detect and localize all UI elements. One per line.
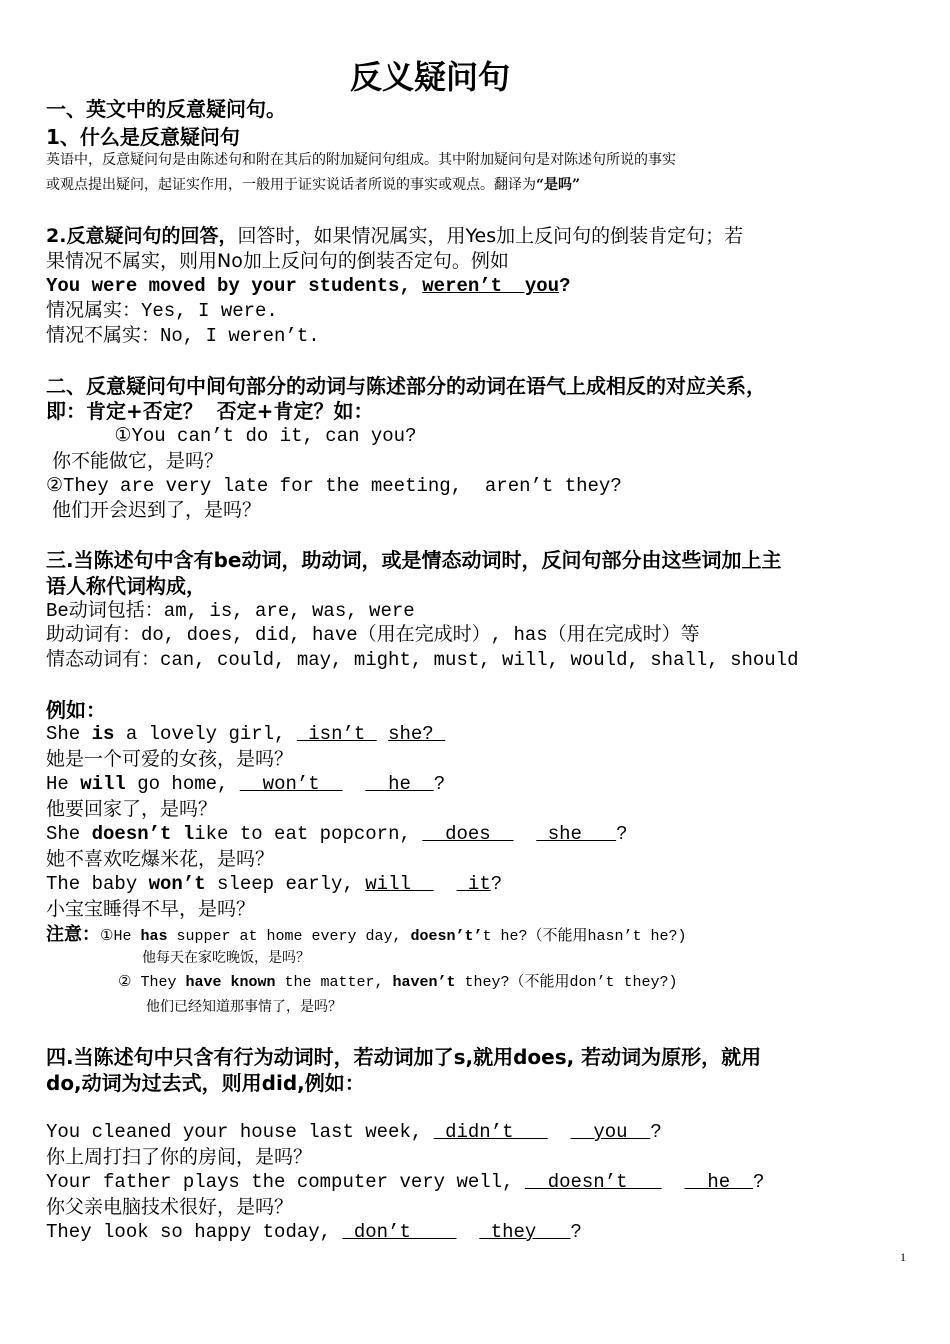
section-3-example-1-translation: 你不能做它，是吗？: [46, 450, 224, 472]
section-2-yes-answer: 情况属实：Yes, I were.: [46, 300, 278, 322]
section-1-subheading: 1、什么是反意疑问句: [46, 125, 240, 149]
section-6-heading-line-1: 四.当陈述句中只含有行为动词时，若动词加了s,就用does, 若动词为原形，就用: [46, 1045, 762, 1069]
section-2-line-2: 果情况不属实，则用No加上反问句的倒装否定句。例如: [46, 250, 509, 272]
section-1-paragraph-line-2: 或观点提出疑问，起证实作用，一般用于证实说话者所说的事实或观点。翻译为“是吗”: [46, 177, 581, 193]
section-2-no-answer: 情况不属实：No, I weren’t.: [46, 325, 320, 347]
example-translation: 她不喜欢吃爆米花，是吗？: [46, 848, 275, 870]
example-translation: 你上周打扫了你的房间，是吗？: [46, 1146, 313, 1168]
note-label: 注意：: [46, 924, 100, 945]
section-2-line-1: 2.反意疑问句的回答，回答时，如果情况属实，用Yes加上反问句的倒装肯定句；若: [46, 225, 744, 247]
section-2-lead: 2.反意疑问句的回答，: [46, 225, 238, 247]
section-3-heading-line-2: 即：肯定+否定？ 否定+肯定？如：: [46, 399, 374, 423]
examples-label: 例如：: [46, 698, 106, 722]
section-2-example: You were moved by your students, weren’t you?: [46, 275, 571, 297]
example-sentence: He will go home, _ won’t _ he ?: [46, 773, 446, 795]
example-sentence: Your father plays the computer very well, doesn’t he ?: [46, 1171, 765, 1193]
section-3-example-2: ②They are very late for the meeting, aren’t they?: [46, 475, 622, 497]
note-1-translation: 他每天在家吃晚饭，是吗？: [142, 950, 310, 966]
section-3-example-1: ①You can’t do it, can you?: [46, 425, 417, 447]
section-4-heading-line-2: 语人称代词构成，: [46, 574, 206, 598]
example-translation: 你父亲电脑技术很好，是吗？: [46, 1196, 294, 1218]
be-verbs-line: Be动词包括：am, is, are, was, were: [46, 600, 415, 622]
page-title: 反义疑问句: [349, 58, 510, 96]
section-3-example-2-translation: 他们开会迟到了，是吗？: [46, 499, 262, 521]
example-translation: 她是一个可爱的女孩，是吗？: [46, 748, 294, 770]
page-number: 1: [900, 1250, 906, 1264]
section-1-heading: 一、英文中的反意疑问句。: [46, 97, 286, 121]
note-2: ② They have known the matter, haven’t they?（不能用don’t they?): [118, 974, 678, 991]
example-sentence: The baby won’t sleep early, will it?: [46, 873, 503, 895]
section-4-heading-line-1: 三.当陈述句中含有be动词，助动词，或是情态动词时，反问句部分由这些词加上主: [46, 548, 782, 572]
auxiliary-verbs-line: 助动词有：do, does, did, have（用在完成时）, has（用在完成时）等: [46, 624, 700, 646]
example-translation: 小宝宝睡得不早，是吗？: [46, 898, 256, 920]
modal-verbs-line: 情态动词有：can, could, may, might, must, will, would, shall, should: [46, 649, 799, 671]
example-sentence: She is a lovely girl, isn’t she?: [46, 723, 446, 745]
note-2-translation: 他们已经知道那事情了，是吗？: [146, 999, 342, 1015]
section-1-paragraph-line-1: 英语中，反意疑问句是由陈述句和附在其后的附加疑问句组成。其中附加疑问句是对陈述句所说的事实: [46, 152, 676, 168]
example-sentence: They look so happy today, don’t they ?: [46, 1221, 582, 1243]
note-1: 注意：①He has supper at home every day, doesn’t’t he?（不能用hasn’t he?): [46, 924, 687, 945]
section-3-heading-line-1: 二、反意疑问句中间句部分的动词与陈述部分的动词在语气上成相反的对应关系，: [46, 374, 766, 398]
example-translation: 他要回家了，是吗？: [46, 798, 218, 820]
section-6-heading-line-2: do,动词为过去式，则用did,例如：: [46, 1071, 365, 1095]
example-sentence: She doesn’t like to eat popcorn, _does she ?: [46, 823, 628, 845]
example-sentence: You cleaned your house last week, didn’t you ?: [46, 1121, 662, 1143]
